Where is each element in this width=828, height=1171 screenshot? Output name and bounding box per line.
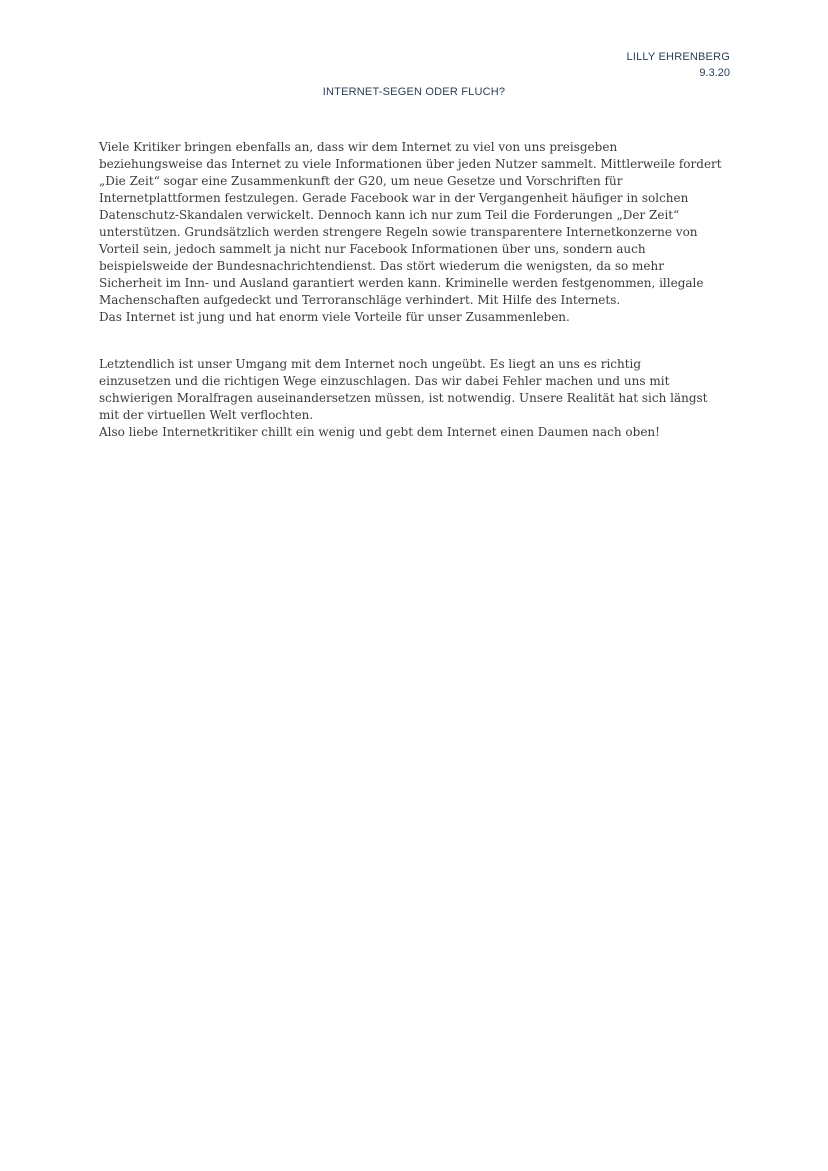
document-date: 9.3.20 (699, 67, 730, 79)
author-name: LILLY EHRENBERG (626, 51, 730, 63)
document-title: INTERNET-SEGEN ODER FLUCH? (322, 86, 506, 98)
text-line: Datenschutz-Skandalen verwickelt. Dennoch kann ich nur zum Teil die Forderungen „Der Zeit“ (99, 208, 680, 222)
text-line: beziehungsweise das Internet zu viele Informationen über jeden Nutzer sammelt. Mittlerweile fordert (99, 157, 722, 171)
text-line: schwierigen Moralfragen auseinandersetzen müssen, ist notwendig. Unsere Realität hat sich längst (99, 391, 708, 405)
text-line: beispielsweide der Bundesnachrichtendienst. Das stört wiederum die wenigsten, da so mehr (99, 259, 664, 273)
text-line: mit der virtuellen Welt verflochten. (99, 408, 314, 422)
text-line: Internetplattformen festzulegen. Gerade Facebook war in der Vergangenheit häufiger in solchen (99, 191, 689, 205)
text-line: Das Internet ist jung und hat enorm viele Vorteile für unser Zusammenleben. (99, 310, 570, 324)
text-line: Also liebe Internetkritiker chillt ein wenig und gebt dem Internet einen Daumen nach oben! (99, 425, 660, 439)
paragraph-1 (99, 139, 739, 326)
paragraph-2 (99, 356, 739, 441)
text-line: Machenschaften aufgedeckt und Terroranschläge verhindert. Mit Hilfe des Internets. (99, 293, 621, 307)
text-line: unterstützen. Grundsätzlich werden strengere Regeln sowie transparentere Internetkonzerne von (99, 225, 698, 239)
text-line: einzusetzen und die richtigen Wege einzuschlagen. Das wir dabei Fehler machen und uns mit (99, 374, 670, 388)
text-line: Letztendlich ist unser Umgang mit dem Internet noch ungeübt. Es liegt an uns es richtig (99, 357, 642, 371)
text-line: Viele Kritiker bringen ebenfalls an, dass wir dem Internet zu viel von uns preisgeben (99, 140, 618, 154)
text-line: Sicherheit im Inn- und Ausland garantiert werden kann. Kriminelle werden festgenommen, illegale (99, 276, 704, 290)
text-line: „Die Zeit“ sogar eine Zusammenkunft der G20, um neue Gesetze und Vorschriften für (99, 174, 623, 188)
text-line: Vorteil sein, jedoch sammelt ja nicht nur Facebook Informationen über uns, sondern auch (99, 242, 646, 256)
